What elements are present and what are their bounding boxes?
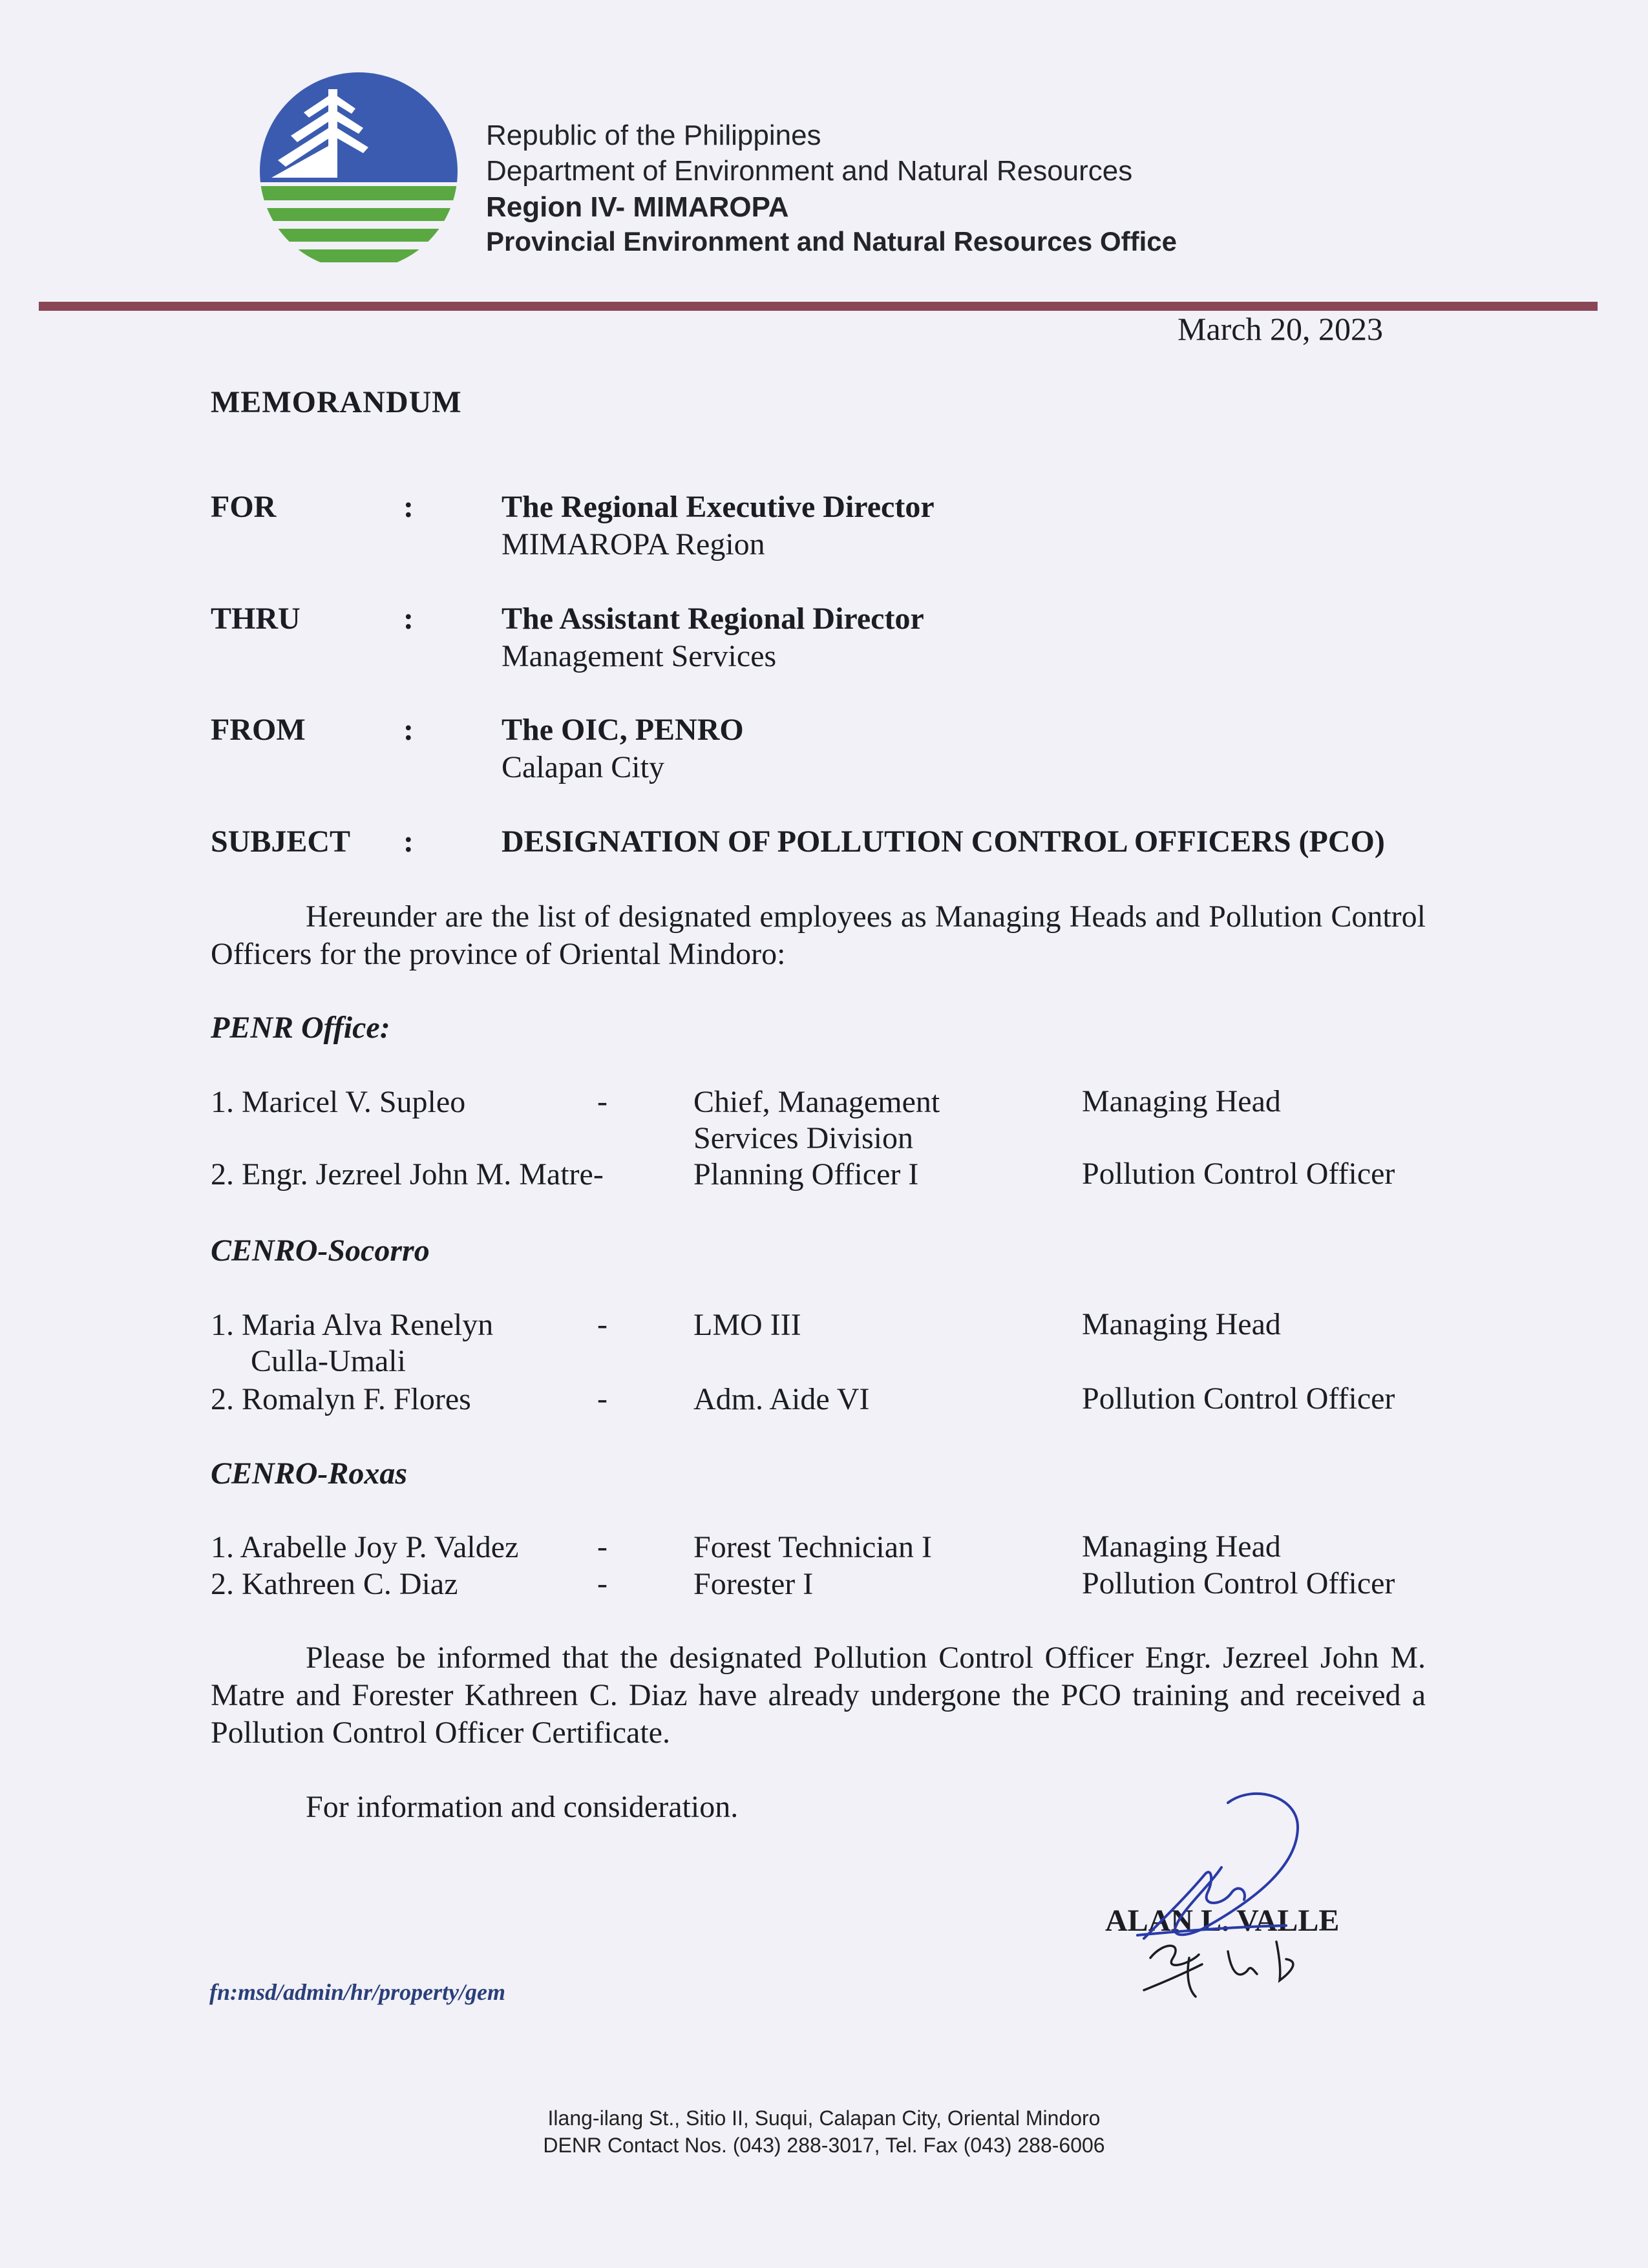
employee-role: Pollution Control Officer xyxy=(1082,1157,1395,1191)
employee-role: Managing Head xyxy=(1082,1529,1281,1564)
header-office: Provincial Environment and Natural Resources Office xyxy=(486,226,1177,257)
routing-from-name: The OIC, PENRO xyxy=(502,713,744,747)
routing-colon: : xyxy=(403,602,414,636)
employee-dash: - xyxy=(597,1084,607,1118)
header-region: Region IV- MIMAROPA xyxy=(486,191,789,223)
section-title: CENRO-Socorro xyxy=(211,1234,430,1268)
employee-role: Managing Head xyxy=(1082,1084,1281,1118)
employee-position: LMO III xyxy=(693,1308,801,1342)
routing-label-for: FOR xyxy=(211,490,277,524)
employee-dash: - xyxy=(597,1529,607,1564)
routing-label-subject: SUBJECT xyxy=(211,824,351,859)
employee-position-cont: Services Division xyxy=(693,1121,913,1155)
closing-text: Please be informed that the designated Pollution Control Officer Engr. Jezreel John M. Matre and Forester Kathreen C. Diaz have already undergone the PCO training and received a Pollution Control Officer Certificate. xyxy=(211,1641,1426,1750)
routing-thru-name: The Assistant Regional Director xyxy=(502,602,924,636)
routing-subject-text: DESIGNATION OF POLLUTION CONTROL OFFICERS (PCO) xyxy=(502,824,1385,859)
employee-position: Planning Officer I xyxy=(693,1157,919,1192)
section-title: PENR Office: xyxy=(211,1011,390,1045)
handwritten-signature xyxy=(1092,1777,1338,2022)
file-reference: fn:msd/admin/hr/property/gem xyxy=(209,1979,506,2005)
routing-thru-detail: Management Services xyxy=(502,639,777,673)
memo-date: March 20, 2023 xyxy=(1178,311,1383,347)
routing-for-name: The Regional Executive Director xyxy=(502,490,935,524)
routing-colon: : xyxy=(403,490,414,524)
employee-name: 1. Arabelle Joy P. Valdez xyxy=(211,1530,519,1564)
employee-position: Chief, Management xyxy=(693,1085,940,1119)
employee-position: Forest Technician I xyxy=(693,1530,932,1564)
employee-role: Managing Head xyxy=(1082,1307,1281,1341)
employee-position: Forester I xyxy=(693,1567,814,1601)
employee-name: 2. Kathreen C. Diaz xyxy=(211,1567,458,1601)
signer-name: ALAN L. VALLE xyxy=(1105,1904,1340,1938)
header-department: Department of Environment and Natural Resources xyxy=(486,155,1133,187)
routing-from-detail: Calapan City xyxy=(502,750,664,784)
routing-colon: : xyxy=(403,824,414,859)
memo-title: MEMORANDUM xyxy=(211,385,462,419)
footer-address: Ilang-ilang St., Sitio II, Suqui, Calapan City, Oriental Mindoro xyxy=(547,2106,1101,2130)
employee-dash: - xyxy=(597,1566,607,1601)
intro-text: Hereunder are the list of designated employees as Managing Heads and Pollution Control Officers for the province of Oriental Mindoro: xyxy=(211,899,1426,971)
employee-name: 1. Maria Alva Renelyn xyxy=(211,1308,494,1342)
closing-line-text: For information and consideration. xyxy=(306,1790,739,1824)
header-divider xyxy=(39,302,1598,311)
employee-role: Pollution Control Officer xyxy=(1082,1566,1395,1601)
section-title: CENRO-Roxas xyxy=(211,1456,408,1491)
footer-contact: DENR Contact Nos. (043) 288-3017, Tel. Fax (043) 288-6006 xyxy=(543,2134,1105,2157)
employee-position: Adm. Aide VI xyxy=(693,1382,870,1416)
employee-role: Pollution Control Officer xyxy=(1082,1381,1395,1416)
routing-label-from: FROM xyxy=(211,713,306,747)
employee-name: 1. Maricel V. Supleo xyxy=(211,1085,466,1119)
employee-name: 2. Romalyn F. Flores xyxy=(211,1382,471,1416)
employee-dash: - xyxy=(597,1307,607,1341)
closing-paragraph xyxy=(211,1639,1426,1752)
denr-logo-icon xyxy=(259,71,459,271)
header-republic: Republic of the Philippines xyxy=(486,120,821,151)
routing-for-detail: MIMAROPA Region xyxy=(502,527,765,562)
employee-name-cont: Culla-Umali xyxy=(251,1344,406,1378)
intro-paragraph xyxy=(211,898,1426,973)
routing-colon: : xyxy=(403,713,414,747)
employee-name: 2. Engr. Jezreel John M. Matre- xyxy=(211,1157,604,1192)
routing-label-thru: THRU xyxy=(211,602,301,636)
employee-dash: - xyxy=(597,1381,607,1416)
